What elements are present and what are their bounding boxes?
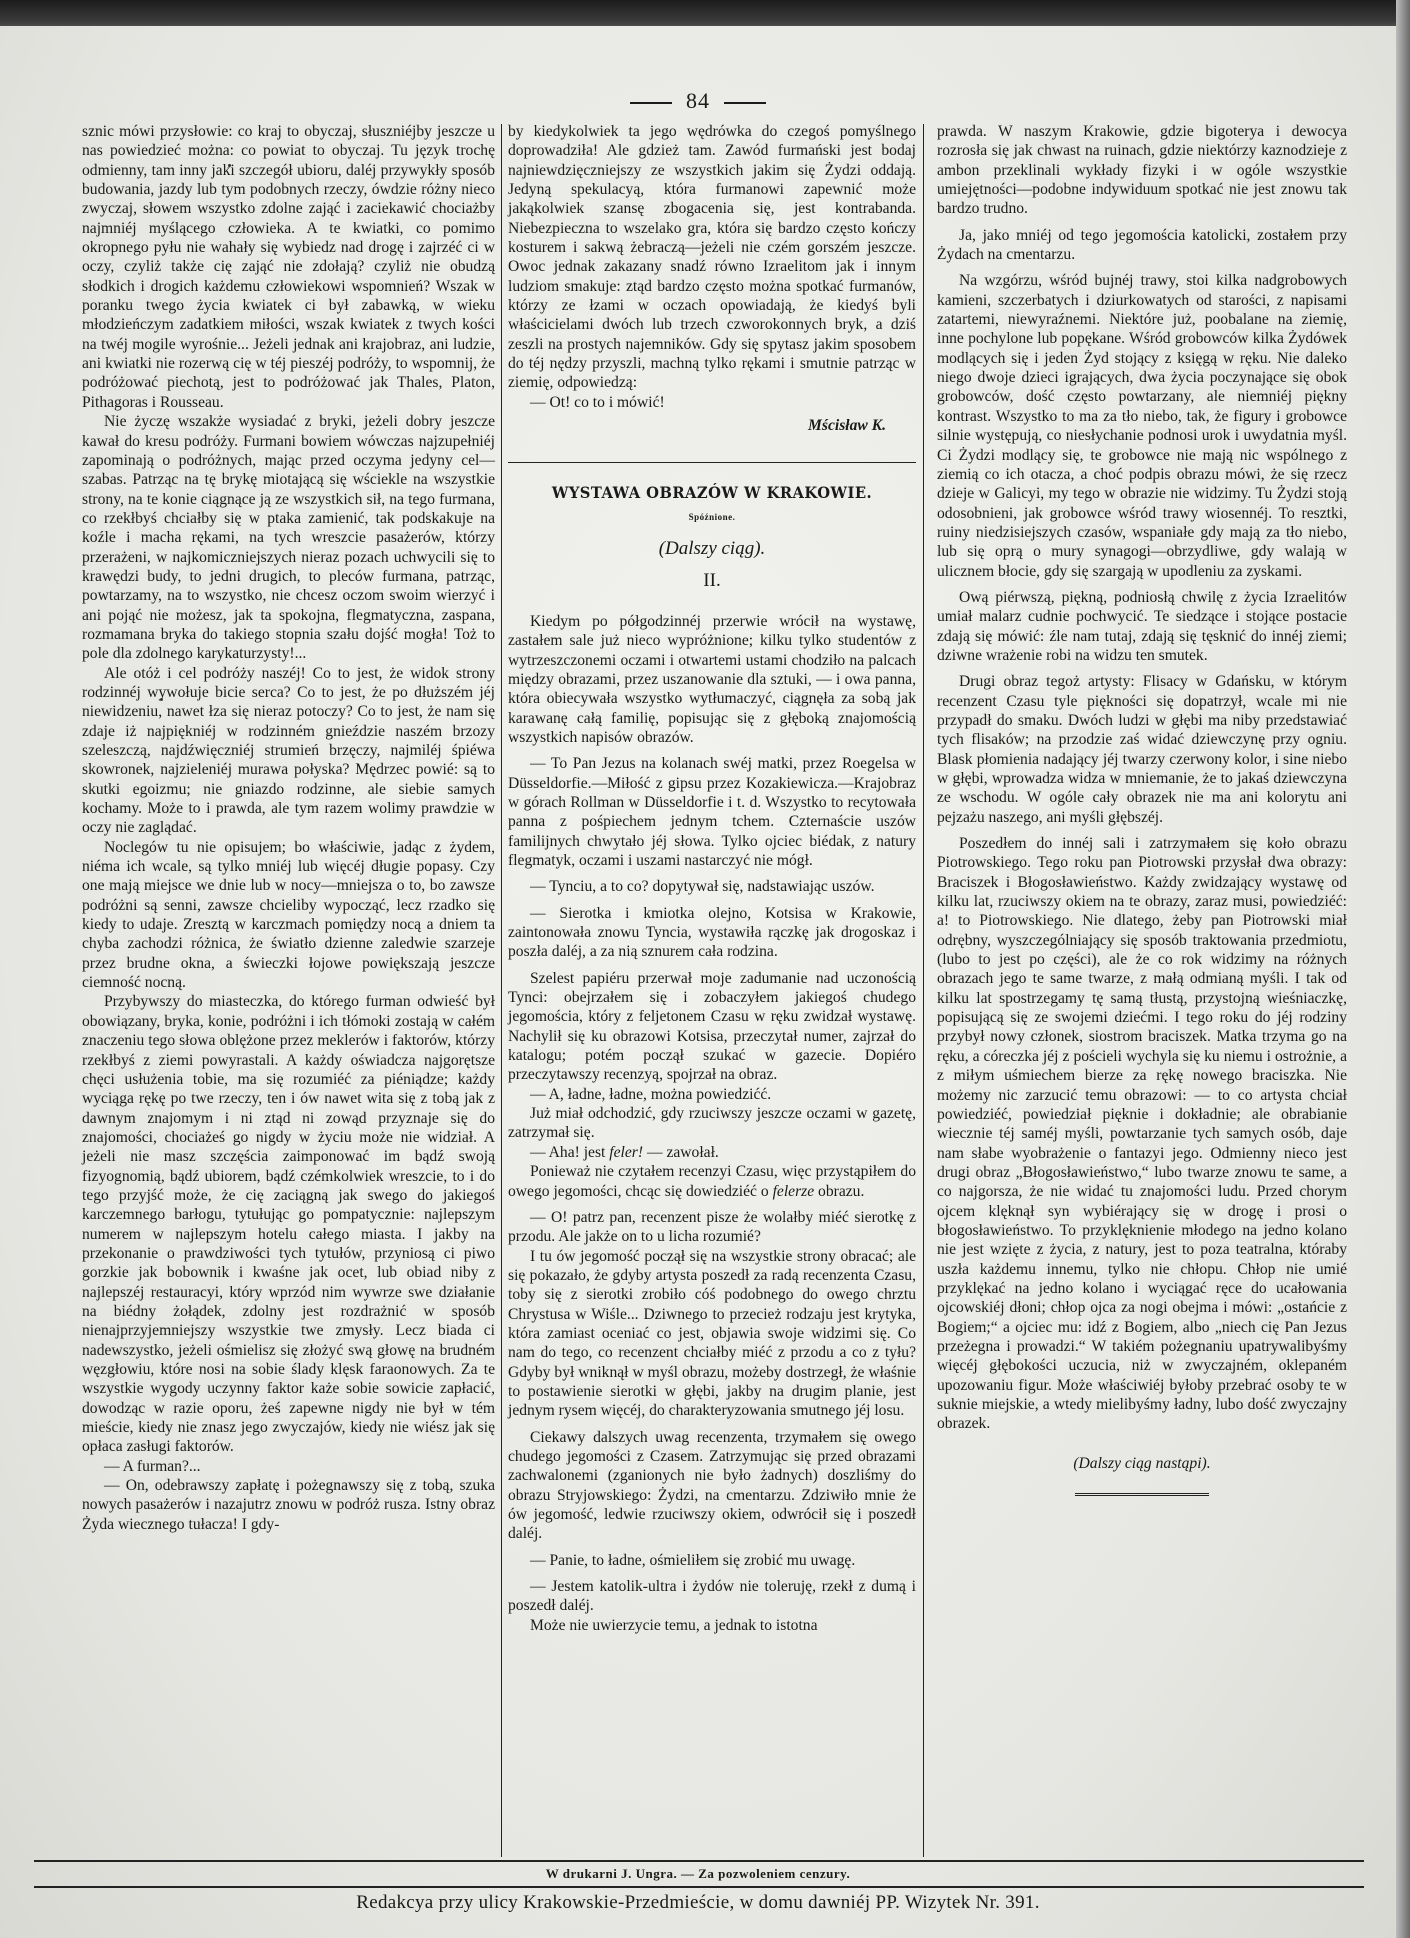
- paragraph: I tu ów jegomość począł się na wszystkie strony obracać; ale się pokazało, że gdyby artysta poszedł za radą recenzenta Czasu, toby się z sierotki zrobiło cóś podobnego do owego chrztu Chrystusa w Wiśle... Dziwnego to przecież rodzaju jest krytyka, która zamiast oceniać co jest, objawia swoje widzimi się. Co nam do tego, co recenzent chciałby miéć z przodu a co z tyłu? Gdyby był wniknął w myśl obrazu, możeby dostrzegł, że właśnie to postawienie sierotki w głębi, jakby na drugim planie, jest jednym rysem więcéj, do charakteryzowania smutnego jéj losu.: [508, 1247, 916, 1420]
- dialogue-line: — O! patrz pan, recenzent pisze że wolałby miéć sierotkę z przodu. Ale jakże on to u licha rozumié?: [508, 1208, 916, 1246]
- dialogue-line: [508, 1143, 916, 1162]
- column-divider: [923, 124, 924, 1857]
- dialogue-line: — A furman?...: [104, 1457, 201, 1475]
- column-1: [82, 122, 495, 1859]
- paragraph: Szelest papiéru przerwał moje zadumanie nad uczonością Tynci: obejrzałem się i zobaczyłem jakiegoś chudego jegomościa, który z feljetonem Czasu w ręku zwidzał wystawę. Nachylił się ku obrazowi Kotsisa, przeczytał numer, zajrzał do katalogu; potém począł szukać w gazecie. Dopiéro przeczytawszy recenzyą, spojrzał na obraz.: [508, 969, 916, 1084]
- article-subtitle: Spóźnione.: [688, 511, 736, 522]
- paragraph: Kiedym po półgodzinnéj przerwie wrócił na wystawę, zastałem sale już nieco wypróżnione; kilku tylko studentów z wytrzeszczonemi oczami i otwartemi ustami chodziło na palcach między obrazami, przez uszanowanie dla sztuki, — i owa panna, która obiecywała wszystko wytłumaczyć, ciągnęła za sobą jak karawanę całą familię, popisując się z głęboką znajomością wszystkich napisów obrazów.: [508, 612, 916, 746]
- editorial-address: Redakcya przy ulicy Krakowskie-Przedmieście, w domu dawniéj PP. Wizytek Nr. 391.: [356, 1892, 1040, 1913]
- dialogue-line: — Sierotka i kmiotka olejno, Kotsisa w Krakowie, zaintonowała znowu Tyncia, wystawiła rączkę jak drogoskaz i poszła daléj, a za nią sznurem cała rodzina.: [508, 904, 916, 961]
- paragraph: prawda. W naszym Krakowie, gdzie bigoterya i dewocya rozrosła się jak chwast na ruinach, gdzie niektórzy kaznodzieje z ambon przeklinali wykłady fizyki i w ogóle wszystkie umiejętności—podobne indywiduum spotkać nie jest znowu tak bardzo trudno.: [937, 123, 1347, 218]
- dialogue-line: — Jestem katolik-ultra i żydów nie toleruję, rzekł z dumą i poszedł daléj.: [508, 1578, 916, 1615]
- page-number-dash-left: [630, 102, 672, 104]
- paragraph-text: obrazu.: [814, 1182, 865, 1200]
- paragraph: Ja, jako mniéj od tego jegomościa katolicki, zostałem przy Żydach na cmentarzu.: [937, 226, 1347, 264]
- dialogue-text: — zawołał.: [643, 1143, 719, 1161]
- column-3: [937, 122, 1347, 1722]
- article-title: WYSTAWA OBRAZÓW W KRAKOWIE.: [551, 482, 873, 502]
- paragraph: sznic mówi przysłowie: co kraj to obyczaj, słuszniéjby jeszcze u nas powiedzieć można: co powiat to obyczaj. Tu język trochę odmienny, tam inny jaki szczegół ubioru, daléj przywykły sposób budowania, jazdy lub tym podobnych rzeczy, ówdzie różny nieco zwyczaj, słowem wszystko zdolne zająć i zaciekawić chociażby najmniéj myślącego człowieka. A te kwiatki, co pomimo okropnego pyłu nie wahały się wybiedz nad drogę i zajrzéć ci w oczy, czyliż także cię zająć nie zdołają? czyliż nie obudzą słodkich i drogich każdemu człowiekowi wspomnień? Wszak w poranku twego życia kwiatek ci był zabawką, w wieku młodzieńczym zadatkiem miłości, wszak kwiatek z twych kości na twéj mogile wyrośnie... Jeżeli jednak ani krajobraz, ani ludzie, ani kwiatki nie rozerwą cię w téj pieszéj podróży, to wspomnij, że podróżować piechotą, jest to podróżować jak Thales, Platon, Pithagoras i Rousseau.: [82, 123, 495, 411]
- column-divider: [501, 124, 502, 1857]
- emphasis-text: feler!: [609, 1143, 644, 1161]
- paragraph: Na wzgórzu, wśród bujnéj trawy, stoi kilka nadgrobowych kamieni, szczerbatych i dziurkowatych od starości, z napisami zatartemi, niewyraźnemi. Niektóre już, poobalane na ziemię, inne pochylone lub popękane. Wśród grobowców kilka Żydówek modlących się i jeden Żyd stojący z księgą w ręku. Nie daleko niego dwoje dzieci igrających, dwa życia poczynające się obok grobowców, dość często powtarzany, ale niemniéj piękny kontrast. Wszystko to ma za tło niebo, tak, że figury i grobowce silnie występują, co niesłychanie podnosi urok i uwydatnia myśl. Ci Żydzi modlący się, te grobowce nie mają nic wspólnego z ziemią co ich otacza, a choć podpis obrazu mówi, że się rzecz dzieje w Galicyi, my tego w obrazie nie widzimy. Tu Żydzi stoją odosobnieni, jak grobowce wśród trawy wiosennéj. To resztki, ruiny niedzisiejszych czasów, wspaniałe gdy mają za tło niebo, lub się oprą o mury synagogi—obrzydliwe, gdy walają w ulicznem błocie, gdy się szargają w upodleniu za zyskami.: [937, 272, 1347, 580]
- page-number-dash-right: [724, 102, 766, 104]
- page-number-value: 84: [686, 88, 710, 113]
- dialogue-line: — Tynciu, a to co? dopytywał się, nadstawiając uszów.: [530, 878, 875, 896]
- paragraph: Drugi obraz tegoż artysty: Flisacy w Gdańsku, w którym recenzent Czasu tyle piękności się dopatrzył, wcale mi nie przypadł do smaku. Dwóch ludzi w głębi ma niby przedstawiać tych flisaków; na przodzie zaś widać dziewczynę przy ogniu. Blask płomienia nadający jéj twarzy czerwony kolor, i sine niebo w głębi, wprowadza widza w mniemanie, że to jakaś dziewczyna ze wschodu. W ogóle cały obrazek nie ma ani kolorytu ani pejzażu naszego, ani myśli głębszéj.: [937, 673, 1347, 826]
- paragraph: by kiedykolwiek ta jego wędrówka do czegoś pomyślnego doprowadziła! Ale gdzież tam. Zawód furmański jest bodaj najniewdzięczniejszy ze wszystkich jakim się Żydzi oddają. Jedyną spekulacyą, która furmanowi zapewnić może jakąkolwiek szansę zbogacenia się, jest kontrabanda. Niebezpieczna to wszelako gra, która się bardzo często kończy kosturem i sakwą żebraczą—jeżeli nie czém gorszém jeszcze. Owoc jednak zakazany snadź równo Izraelitom jak i innym ludziom smakuje: ztąd bardzo często można spotkać furmanów, którzy ze łzami w oczach opowiadają, że kiedyś byli właścicielami dwóch lub trzech czworokonnych bryk, a dziś zeszli na prostych najemników. Gdy się spytasz jakim sposobem do téj nędzy przyszli, machną tylko rękami i smutnie patrząc w ziemię, odpowiedzą:: [508, 123, 916, 392]
- article-continuation-note: (Dalszy ciąg).: [658, 538, 766, 560]
- paragraph: Noclegów tu nie opisujem; bo właściwie, jadąc z żydem, niéma ich wcale, są tylko mniéj lub więcéj długie popasy. Czy one mają miejsce we dnie lub w nocy—mniejsza o to, bo zawsze podróżni są senni, zawsze chcieliby wypocząć, lecz rzadko się kiedy to udaje. Zresztą w karczmach pomiędzy nocą a dniem ta chyba zachodzi różnica, że światło dzienne zaledwie szarzeje przez brudne okna, a świeczki łojowe powiększają jeszcze ciemność nocną.: [82, 838, 495, 992]
- dialogue-line: — Ot! co to i mówić!: [530, 393, 665, 411]
- dialogue-line: — On, odebrawszy zapłatę i pożegnawszy się z tobą, szuka nowych pasażerów i nazajutrz znowu w podróż rusza. Istny obraz Żyda wiecznego tułacza! I gdy-: [82, 1477, 495, 1533]
- newspaper-page: [0, 26, 1396, 1938]
- article-part-number: II.: [703, 569, 721, 591]
- paragraph: Przybywszy do miasteczka, do którego furman odwieść był obowiązany, bryka, konie, podróżni i ich tłómoki zostają w całém znaczeniu tego słowa oblężone przez meklerów i faktorów, którzy rzekłbyś z ziemi powyrastali. A każdy oświadcza najgorętsze chęci usłużenia tobie, ma się rozumiéć za piéniądze; każdy wyciąga rękę po twe rzeczy, ten i ów nawet wita się z tobą jak z dawnym znajomym i ni ztąd ni zowąd przyznaje się do znajomości, chociażeś go nigdy w życiu może nie widział. A jeżeli nie masz szczęścia zaimponować im bądź swoją fizyognomią, bądź ubiorem, bądź czémkolwiek wreszcie, to i do tego przyjść może, że cię zaciągną jak swego do jakiegoś karczemnego barłogu, tytułując go pompatycznie: najlepszym numerem w najlepszym hotelu całego miasta. I jakby na przekonanie o prawdziwości tych tytułów, przyniosą ci piwo gorzkie jak bobownik i kwaśne jak ocet, lub obiad niby z najlepszéj restauracyi, który wprzód nim wywrze swe działanie na biédny żołądek, zdolny jest rozdrażnić w sposób nienajprzyjemniejszy wszystkie twe zmysły. Lecz biada ci nadewszystko, jeżeli ośmielisz się złożyć swą głowę na brudném węzgłowiu, które nosi na sobie ślady klęsk faraonowych. Za te wszystkie wygody uczynny faktor każe sobie sowicie zapłacić, dowodząc w razie oporu, żeś zapewne nigdy nie był w tém mieście, kiedy nie znasz jego zwyczajów, kiedy nie wiész jak się opłaca zasługi faktorów.: [82, 993, 495, 1456]
- paragraph: Może nie uwierzycie temu, a jednak to istotna: [530, 1616, 818, 1634]
- page-number: [0, 88, 1396, 114]
- paragraph-text: Ponieważ nie czytałem recenzyi Czasu, więc przystąpiłem do owego jegomości, chcąc się dowiedziéć o: [508, 1163, 916, 1200]
- to-be-continued-note: (Dalszy ciąg nastąpi).: [1073, 1454, 1211, 1472]
- dialogue-line: — A, ładne, ładne, można powiedzićć.: [530, 1085, 772, 1103]
- dialogue-text: — Aha! jest: [530, 1143, 610, 1161]
- section-divider: [508, 462, 916, 463]
- footer-rule: [34, 1860, 1364, 1862]
- printer-imprint: W drukarni J. Ungra. — Za pozwoleniem cenzury.: [545, 1866, 851, 1881]
- scan-background-right: [1396, 0, 1410, 1938]
- paragraph: Już miał odchodzić, gdy rzuciwszy jeszcze oczami w gazetę, zatrzymał się.: [508, 1105, 916, 1142]
- paragraph: Nie życzę wszakże wysiadać z bryki, jeżeli dobry jeszcze kawał do kresu podróży. Furmani bowiem wówczas najzupełniéj zapominają o podróżnych, mając przed oczyma jedyny cel— szabas. Patrząc na tę brykę miotającą się wściekle na wszystkie strony, na te konie ciągnące ją ze wszystkich sił, na tego furmana, co rzekłbyś chciałby się w ptaka zamienić, tak podskakuje na koźle i macha rękami, na tych wreszcie pasażerów, którzy przerażeni, w najkomiczniejszych nieraz pozach uchwycili się to krawędzi budy, to jedni drugich, to pleców furmana, patrząc, powtarzamy, na to wszystko, nie chcesz oczom swoim wierzyć i ani pojąć nie możesz, jak ta spokojna, flegmatyczna, zaspana, rozmamana bryka do takiego stopnia szału dojść mogła! Toż to pole dla zdolnego karykaturzysty!...: [82, 413, 495, 663]
- column-2: [508, 122, 916, 1859]
- end-of-article-rule: [1075, 1493, 1209, 1498]
- paragraph: Poszedłem do innéj sali i zatrzymałem się koło obrazu Piotrowskiego. Tego roku pan Piotrowski przysłał dwa obrazy: Braciszek i Błogosławieństwo. Każdy zwidzający wystawę od kilku lat, rzuciwszy okiem na te obrazy, zaraz musi, powiedziéć: a! to Piotrowskiego. Nie dlatego, żeby pan Piotrowski miał odrębny, wyszczególniający się sposób traktowania przedmiotu, (lubo to jest po części), ale że co rok widzimy na różnych obrazach jego te same twarze, z małą odmianą myśli. I tak od kilku lat spostrzegamy tę samą tłustą, przystojną wieśniaczkę, popisującą się ze swojemi dziećmi. I tego roku do jéj rodziny przybył nowy członek, siostrom braciszek. Matka trzyma go na ręku, a córeczka jéj z pościeli wychyla się ku niemu i ostrożnie, a z miłym uśmiechem bierze za rękę nowego braciszka. Nie możemy nic zarzucić temu obrazowi: — to co artysta chciał powiedziéć, powiedział pięknie i dokładnie; ale obrabianie wiecznie téj saméj myśli, powtarzanie tych samych osób, daje nam słabe wyobrażenie o fantazyi jego. Odmienny nieco jest drugi obraz „Błogosławieństwo,“ lubo twarze znowu te same, a co najgorsza, że nie widać tu znajomości ludu. Przed chorym ojcem klęknął syn wybiérający się w drogę i prosi o błogosławieństwo. To przyklęknienie młodego na jedno kolano nie jest wzięte z życia, z natury, jest to poza teatralna, któraby uszła każdemu innemu, tylko nie chłopu. Chłop nie umié przyklękać na jedno kolano i wyciągać ręce do ucałowania ojcowskiéj dłoni; chłop ojca za nogi obejma i mówi: „ostańcie z Bogiem;“ a ojciec mu: idź z Bogiem, albo „niech cię Pan Jezus przeżegna i prowadzi.“ W takiém pożegnaniu upatrywalibyśmy więcéj głębokości uczucia, niż w zwyczajném, oklepaném upozowaniu figur. Może właściwiéj byłoby przebrać osoby te w suknie miejskie, a wtedy mielibyśmy ładny, lubo dość zwyczajny obrazek.: [937, 835, 1347, 1433]
- author-signature: Mścisław K.: [808, 417, 886, 435]
- paragraph: [508, 1162, 916, 1201]
- paragraph: — To Pan Jezus na kolanach swéj matki, przez Roegelsa w Düsseldorfie.—Miłość z gipsu przez Kozakiewicza.—Krajobraz w górach Rollman w Düsseldorfie i t. d. Wszystko to recytowała panna z pośpiechem jednym tchem. Czternaście uszów familijnych chwytało jéj słowa. Tylko ojciec biédak, z natury flegmatyk, oczami i uszami nastarczyć nie mógł.: [508, 755, 916, 869]
- paragraph: Ową piérwszą, piękną, podniosłą chwilę z życia Izraelitów umiał malarz cudnie pochwycić. Te siedzące i stojące postacie zdają się mówić: źle nam tutaj, zdają się tęsknić do innéj ziemi; dziwne wrażenie robi na widzu ten smutek.: [937, 588, 1347, 664]
- footer-rule: [34, 1886, 1364, 1888]
- emphasis-text: felerze: [772, 1182, 815, 1200]
- dialogue-line: — Panie, to ładne, ośmieliłem się zrobić mu uwagę.: [530, 1551, 856, 1569]
- paragraph: Ale otóż i cel podróży naszéj! Co to jest, że widok strony rodzinnéj wywołuje bicie serca? Co to jest, że po dłuższém jéj niewidzeniu, nawet łza się nieraz potoczy? Co to jest, że nam się zdaje iż najpiękniéj w rodzinném gnieździe naszém brzozy szeleszczą, najdźwięczniéj strumień brzęczy, najmiléj śpiéwa skowronek, najzieleniéj murawa połyska? Mędrzec powié: są to skutki egoizmu; nie gniazdo rodzinne, ale siebie samych kochamy. Może to i prawda, ale tym razem wolimy prawdzie w oczy nie zaglądać.: [82, 664, 495, 837]
- paragraph: Ciekawy dalszych uwag recenzenta, trzymałem się owego chudego jegomości z Czasem. Zatrzymując się przed obrazami zachwalonemi (zganionych nie było żadnych) doszliśmy do obrazu Stryjowskiego: Żydzi, na cmentarzu. Zdziwiło mnie że ów jegomość, ledwie rzuciwszy okiem, odwrócił się i poszedł daléj.: [508, 1428, 916, 1543]
